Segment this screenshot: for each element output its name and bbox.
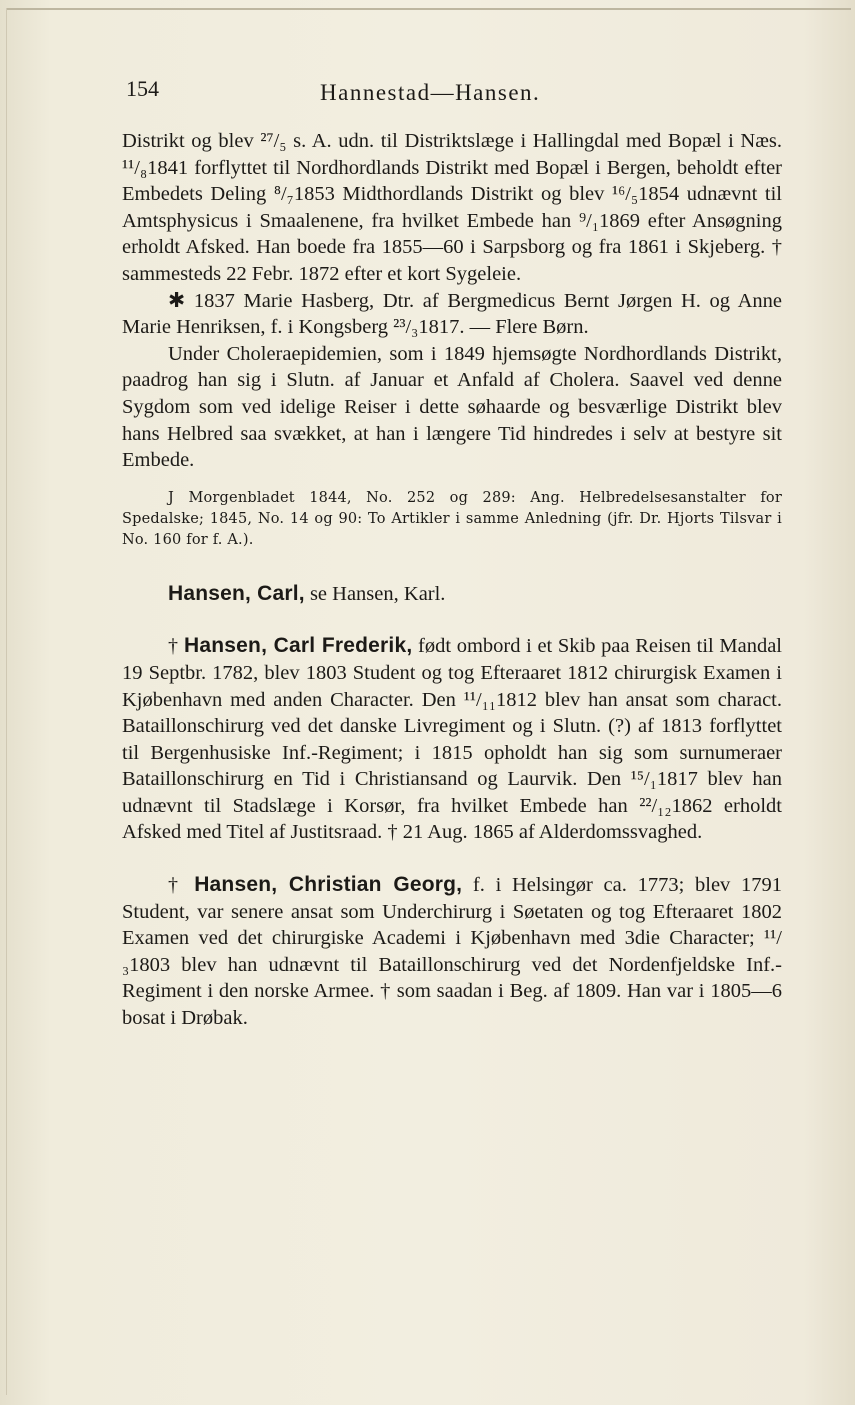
paragraph-career: Distrikt og blev ²⁷/₅ s. A. udn. til Distriktslæge i Hallingdal med Bopæl i Næs. ¹¹/₈1841 forflyttet til Nordhordlands Distrikt med Bopæl i Bergen, beholdt efter Embedets Deling ⁸/₇1853 Midthordlands Distrikt og blev ¹⁶/₅1854 udnævnt til Amtsphysicus i Smaalenene, fra hvilket Embede han ⁹/₁1869 efter Ansøgning erholdt Afsked. Han boede fra 1855—60 i Sarpsborg og fra 1861 i Skjeberg. † sammesteds 22 Febr. 1872 efter et kort Sygeleie. — [122, 130, 782, 285]
page-edge-top — [6, 8, 851, 10]
dagger-symbol: † — [168, 635, 185, 658]
entry-name: Hansen, Carl Frederik, — [184, 634, 413, 658]
page-header — [126, 76, 786, 110]
page-number: 154 — [126, 76, 159, 101]
running-title: Hannestad—Hansen. — [320, 80, 541, 105]
entry-name: Hansen, Christian Georg, — [194, 873, 463, 897]
paragraph-marriage: ✱ 1837 Marie Hasberg, Dtr. af Bergmedicus Bernt Jørgen H. og Anne Marie Henriksen, f. i Kongsberg ²³/₃1817. — Flere Børn. — [122, 289, 782, 339]
reference-note: J Morgenbladet 1844, No. 252 og 289: Ang. Helbredelsesanstalter for Spedalske; 1845, No. 14 og 90: To Artikler i samme Anledning (jfr. Dr. Hjorts Tilsvar i No. 160 for f. A.). — [122, 489, 782, 548]
entry-hansen-christian-georg — [122, 872, 782, 1032]
dagger-symbol: † — [168, 874, 195, 897]
entry-text: født ombord i et Skib paa Reisen til Mandal 19 Septbr. 1782, blev 1803 Student og tog Efteraaret 1812 chirurgisk Examen i Kjøbenhavn med anden Character. Den ¹¹/₁₁1812 blev han ansat som charact. Bataillonschirurg ved det danske Livregiment og i Slutn. (?) af 1813 forflyttet til Bergenhusiske Inf.-Regiment; i 1815 opholdt han sig som surnumeraer Bataillonschirurg en Tid i Christiansand og Laurvik. Den ¹⁵/₁1817 blev han udnævnt til Stadslæge i Korsør, fra hvilket Embede han ²²/₁₂1862 erholdt Afsked med Titel af Justitsraad. † 21 Aug. 1865 af Alderdomssvaghed. — [122, 635, 782, 844]
entry-hansen-carl — [122, 581, 782, 608]
paragraph-cholera: Under Choleraepidemien, som i 1849 hjemsøgte Nordhordlands Distrikt, paadrog han sig i Slutn. af Januar et Anfald af Cholera. Saavel ved denne Sygdom som ved idelige Reiser i dette søhaarde og besværlige Distrikt blev hans Helbred saa svækket, at han i længere Tid hindredes i selv at bestyre sit Embede. — [122, 342, 782, 472]
entry-text: f. i Helsingør ca. 1773; blev 1791 Student, var senere ansat som Underchirurg i Søetaten og tog Efteraaret 1802 Examen ved det chirurgiske Academi i Kjøbenhavn med 3die Character; ¹¹/₃1803 blev han udnævnt til Bataillonschirurg ved det Nordenfjeldske Inf.-Regiment i den norske Armee. † som saadan i Beg. af 1809. Han var i 1805—6 bosat i Drøbak. — [122, 874, 783, 1030]
page-content — [122, 128, 782, 1032]
page-edge-left — [6, 8, 7, 1395]
entry-text: se Hansen, Karl. — [304, 582, 446, 605]
entry-name: Hansen, Carl, — [168, 581, 305, 605]
entry-hansen-carl-frederik — [122, 633, 782, 846]
